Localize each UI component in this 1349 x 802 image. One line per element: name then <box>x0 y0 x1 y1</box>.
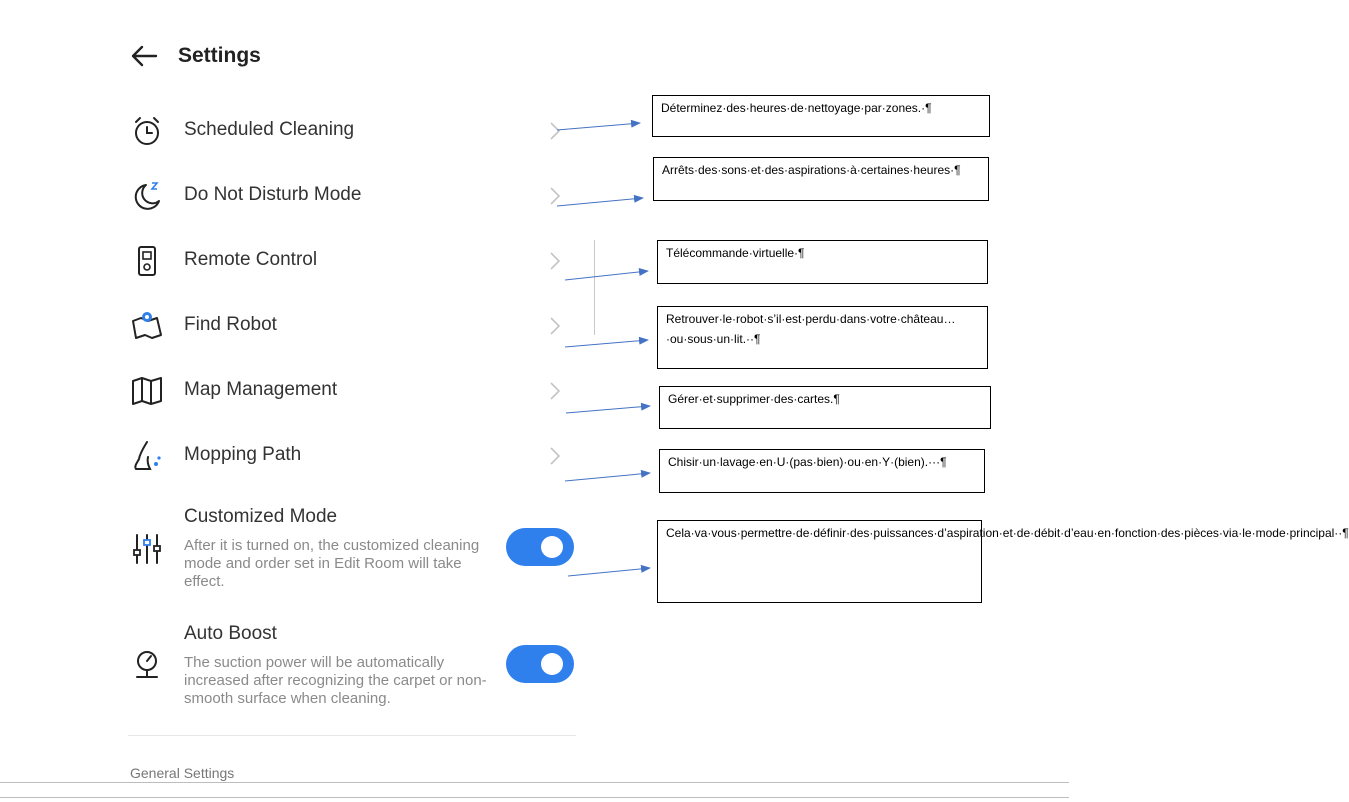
moon-icon <box>130 179 164 213</box>
auto-boost-title: Auto Boost <box>184 623 277 644</box>
auto-boost-toggle[interactable] <box>506 645 574 683</box>
annotation-note: Arrêts·des·sons·et·des·aspirations·à·certaines·heures·¶ <box>653 157 989 201</box>
customized-mode-toggle[interactable] <box>506 528 574 566</box>
remote-control-icon <box>130 244 164 278</box>
map-management-label: Map Management <box>184 379 338 400</box>
separator-line <box>594 240 595 335</box>
customized-mode-title: Customized Mode <box>184 506 338 527</box>
map-management-row[interactable] <box>120 362 580 418</box>
map-pin-icon <box>130 309 164 343</box>
mopping-path-label: Mopping Path <box>184 444 302 465</box>
arrow-left-icon[interactable] <box>128 42 160 70</box>
mopping-path-row[interactable] <box>120 427 580 483</box>
chevron-right-icon <box>548 185 562 207</box>
customized-mode-description: After it is turned on, the customized cleaning mode and order set in Edit Room will take effect. <box>184 537 480 590</box>
annotation-note: Déterminez·des·heures·de·nettoyage·par·zones.·¶ <box>652 95 990 137</box>
annotation-note: Chisir·un·lavage·en·U·(pas·bien)·ou·en·Y·(bien).···¶ <box>659 449 985 493</box>
general-settings-header: General Settings <box>130 765 235 781</box>
folded-map-icon <box>130 374 164 408</box>
suction-gauge-icon <box>130 648 164 682</box>
annotation-note: Télécommande·virtuelle·¶ <box>657 240 988 284</box>
remote-control-row[interactable] <box>120 232 580 288</box>
page-border-line <box>0 797 1069 798</box>
remote-control-label: Remote Control <box>184 249 318 270</box>
chevron-right-icon <box>548 380 562 402</box>
do-not-disturb-label: Do Not Disturb Mode <box>184 184 362 205</box>
auto-boost-description: The suction power will be automatically increased after recognizing the carpet or non-smooth surface when cleaning. <box>184 654 487 707</box>
page-border-line <box>0 782 1069 783</box>
alarm-clock-icon <box>130 114 164 148</box>
annotation-arrow <box>568 568 650 576</box>
scheduled-cleaning-label: Scheduled Cleaning <box>184 119 355 140</box>
annotation-note: Gérer·et·supprimer·des·cartes.¶ <box>659 386 991 429</box>
do-not-disturb-row[interactable] <box>120 167 580 223</box>
chevron-right-icon <box>548 315 562 337</box>
chevron-right-icon <box>548 250 562 272</box>
scheduled-cleaning-row[interactable] <box>120 102 580 158</box>
mop-icon <box>130 439 164 473</box>
chevron-right-icon <box>548 445 562 467</box>
chevron-right-icon <box>548 120 562 142</box>
annotation-note: Cela·va·vous·permettre·de·définir·des·puissances·d’aspiration·et·de·débit·d’eau·en·fonction·des·pièces·via·le·mode·principal··¶ <box>657 520 982 603</box>
find-robot-label: Find Robot <box>184 314 277 335</box>
toggle-knob <box>541 653 563 675</box>
page-title: Settings <box>178 44 261 67</box>
sliders-icon <box>130 532 164 566</box>
find-robot-row[interactable] <box>120 297 580 353</box>
divider <box>128 735 576 736</box>
annotation-note: Retrouver·le·robot·s’il·est·perdu·dans·votre·château…·ou·sous·un·lit.··¶ <box>657 306 988 369</box>
toggle-knob <box>541 536 563 558</box>
